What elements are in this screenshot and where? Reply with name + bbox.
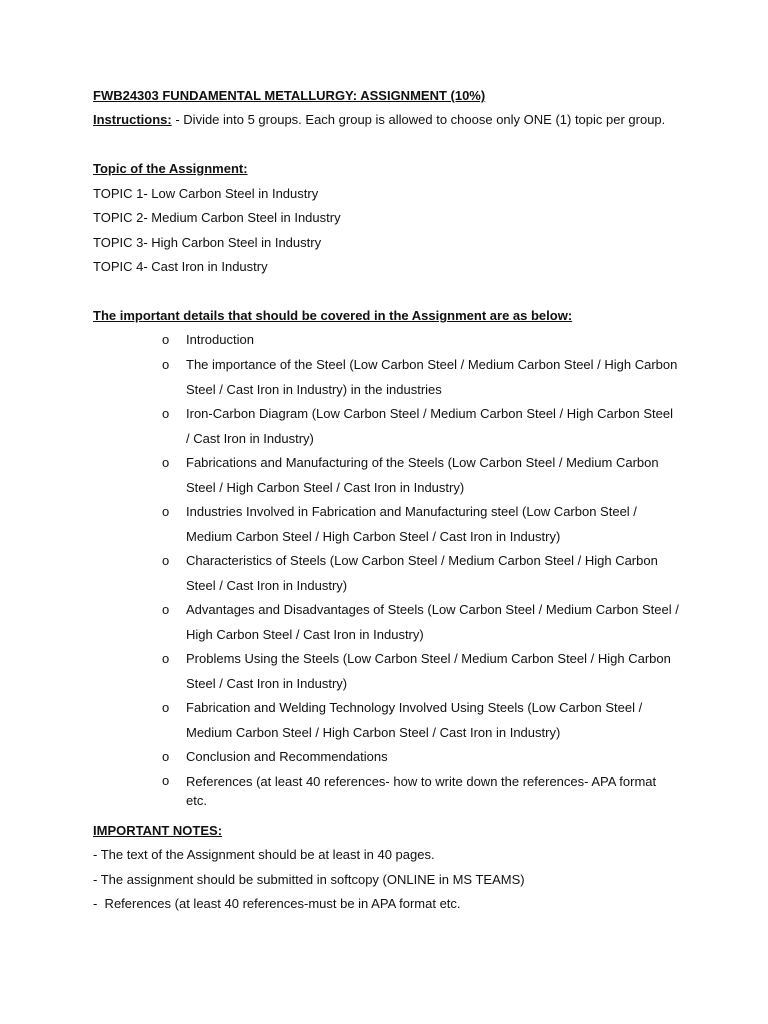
detail-item bbox=[162, 769, 682, 811]
detail-item bbox=[162, 549, 682, 599]
detail-text: Iron-Carbon Diagram (Low Carbon Steel / Medium Carbon Steel / High Carbon Steel / Cast Iron in Industry) bbox=[186, 406, 674, 446]
document-title: FWB24303 FUNDAMENTAL METALLURGY: ASSIGNMENT (10%) bbox=[93, 88, 486, 103]
bullet-icon: o bbox=[162, 651, 170, 666]
detail-text: Introduction bbox=[186, 332, 254, 347]
detail-text: Fabrications and Manufacturing of the Steels (Low Carbon Steel / Medium Carbon Steel / High Carbon Steel / Cast Iron in Industry) bbox=[186, 455, 659, 495]
topic-item: TOPIC 2- Medium Carbon Steel in Industry bbox=[93, 210, 341, 225]
detail-text: The importance of the Steel (Low Carbon Steel / Medium Carbon Steel / High Carbon Steel / Cast Iron in Industry) in the industries bbox=[186, 357, 678, 397]
bullet-icon: o bbox=[162, 700, 170, 715]
detail-item bbox=[162, 402, 682, 452]
detail-item bbox=[162, 353, 682, 403]
bullet-icon: o bbox=[162, 455, 170, 470]
notes-heading: IMPORTANT NOTES: bbox=[93, 823, 223, 838]
topics-heading: Topic of the Assignment: bbox=[93, 161, 248, 176]
detail-text: Characteristics of Steels (Low Carbon Steel / Medium Carbon Steel / High Carbon Steel / Cast Iron in Industry) bbox=[186, 553, 658, 593]
detail-item bbox=[162, 451, 682, 501]
detail-text: References (at least 40 references- how to write down the references- APA format etc. bbox=[186, 774, 657, 808]
bullet-icon: o bbox=[162, 332, 170, 347]
detail-text: Fabrication and Welding Technology Involved Using Steels (Low Carbon Steel / Medium Carbon Steel / High Carbon Steel / Cast Iron in Industry) bbox=[186, 700, 643, 740]
bullet-icon: o bbox=[162, 773, 170, 788]
detail-item bbox=[162, 500, 682, 550]
detail-item bbox=[162, 647, 682, 697]
note-item: - The assignment should be submitted in softcopy (ONLINE in MS TEAMS) bbox=[93, 872, 525, 887]
bullet-icon: o bbox=[162, 504, 170, 519]
detail-text: Problems Using the Steels (Low Carbon Steel / Medium Carbon Steel / High Carbon Steel / Cast Iron in Industry) bbox=[186, 651, 671, 691]
bullet-icon: o bbox=[162, 406, 170, 421]
detail-text: Conclusion and Recommendations bbox=[186, 749, 388, 764]
topic-item: TOPIC 3- High Carbon Steel in Industry bbox=[93, 235, 322, 250]
instructions-text: - Divide into 5 groups. Each group is allowed to choose only ONE (1) topic per group. bbox=[171, 112, 666, 127]
note-item: - The text of the Assignment should be at least in 40 pages. bbox=[93, 847, 435, 862]
note-item: - References (at least 40 references-must be in APA format etc. bbox=[93, 896, 461, 911]
topic-item: TOPIC 1- Low Carbon Steel in Industry bbox=[93, 186, 319, 201]
details-heading: The important details that should be covered in the Assignment are as below: bbox=[93, 308, 573, 323]
instructions-label: Instructions: bbox=[93, 112, 172, 127]
instructions-line bbox=[93, 112, 665, 128]
topic-item: TOPIC 4- Cast Iron in Industry bbox=[93, 259, 268, 274]
bullet-icon: o bbox=[162, 602, 170, 617]
detail-item bbox=[162, 745, 682, 770]
detail-text: Industries Involved in Fabrication and Manufacturing steel (Low Carbon Steel / Medium Carbon Steel / High Carbon Steel / Cast Iron in Industry) bbox=[186, 504, 637, 544]
detail-item bbox=[162, 598, 682, 648]
detail-item bbox=[162, 328, 682, 353]
detail-text: Advantages and Disadvantages of Steels (Low Carbon Steel / Medium Carbon Steel / High Carbon Steel / Cast Iron in Industry) bbox=[186, 602, 679, 642]
bullet-icon: o bbox=[162, 357, 170, 372]
bullet-icon: o bbox=[162, 749, 170, 764]
bullet-icon: o bbox=[162, 553, 170, 568]
detail-item bbox=[162, 696, 682, 746]
